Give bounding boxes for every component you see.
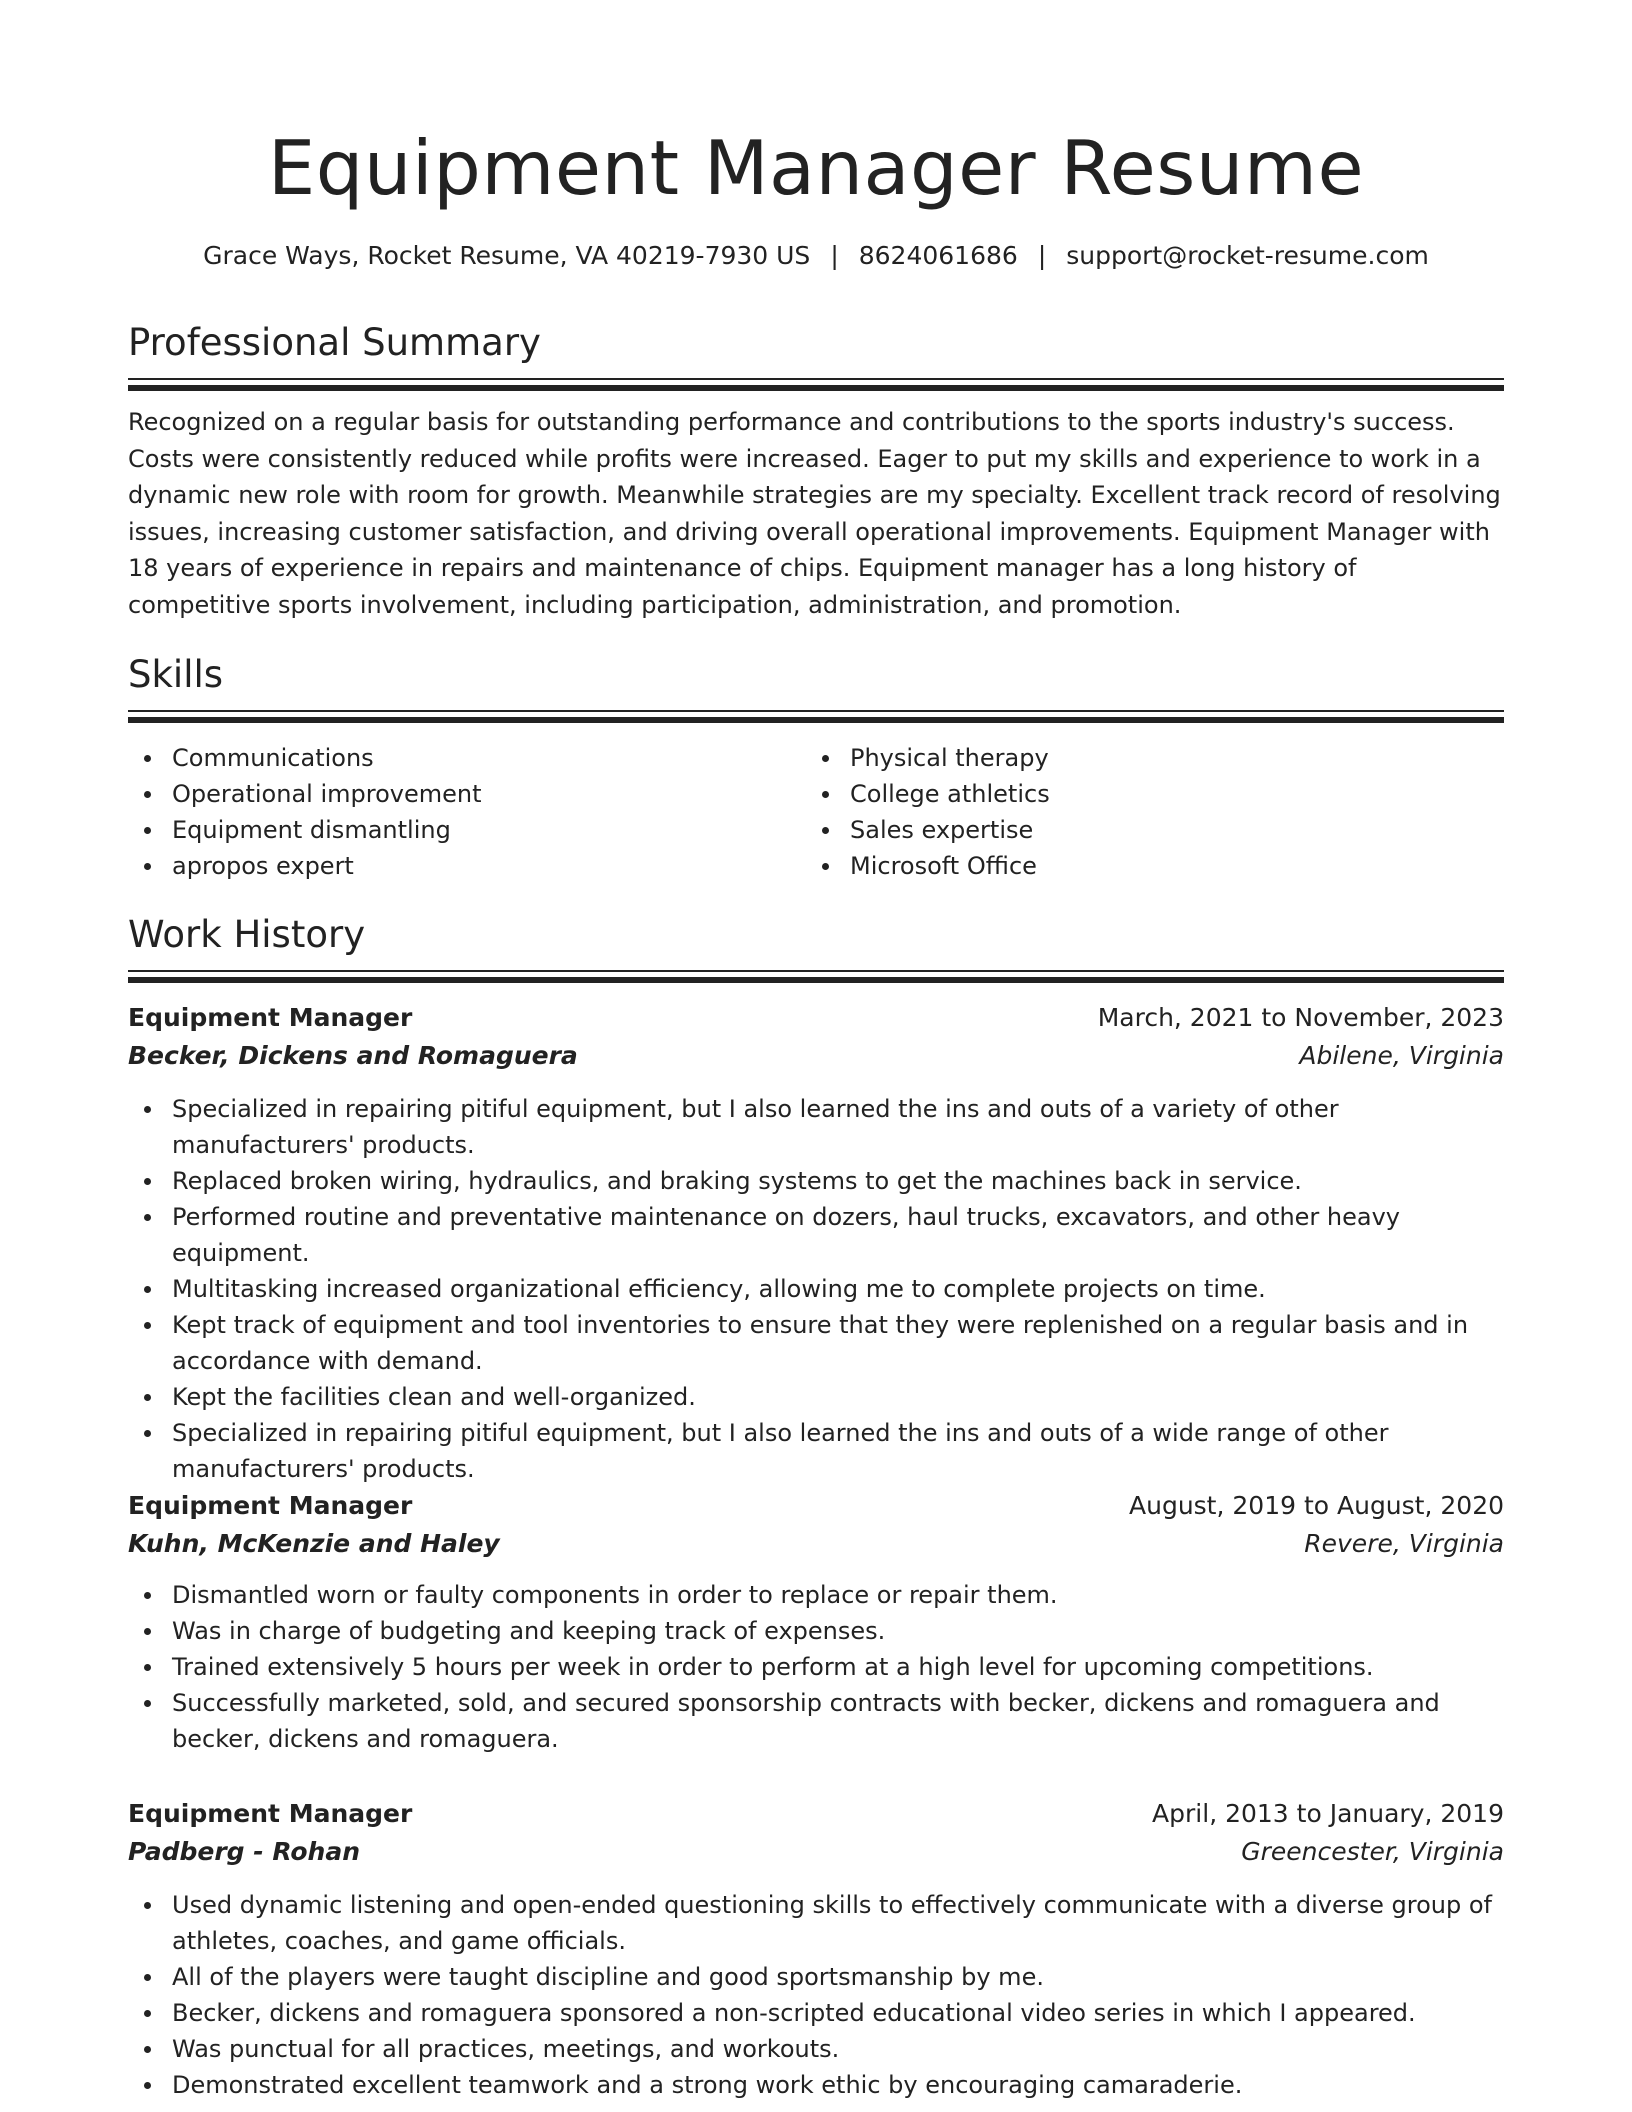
job-bullet: Becker, dickens and romaguera sponsored a non-scripted educational video series in which I appeared.	[172, 1995, 1504, 2031]
job-company: Padberg - Rohan	[128, 1837, 360, 1866]
job-bullet: Specialized in repairing pitiful equipment, but I also learned the ins and outs of a wide range of other manufacturers' products.	[172, 1415, 1504, 1487]
skill-item: Operational improvement	[172, 776, 806, 812]
skill-item: Microsoft Office	[850, 848, 1484, 884]
job-title: Equipment Manager	[128, 1491, 413, 1520]
contact-email: support@rocket-resume.com	[1066, 241, 1429, 270]
divider-thin-line	[128, 970, 1504, 972]
divider-thick-line	[128, 717, 1504, 723]
job-bullet: Trained extensively 5 hours per week in order to perform at a high level for upcoming competitions.	[172, 1649, 1504, 1685]
skills-list-right	[806, 740, 1484, 884]
job-bullet: Replaced broken wiring, hydraulics, and braking systems to get the machines back in service.	[172, 1163, 1504, 1199]
contact-separator: |	[830, 241, 839, 270]
contact-address: Grace Ways, Rocket Resume, VA 40219-7930 US	[203, 241, 811, 270]
summary-section	[128, 318, 1504, 623]
job-header-row	[128, 1795, 1504, 1833]
job-entry	[128, 1487, 1504, 1757]
divider-thick-line	[128, 977, 1504, 983]
skill-item: Physical therapy	[850, 740, 1484, 776]
skills-heading: Skills	[128, 653, 224, 696]
job-header-row	[128, 999, 1504, 1037]
job-title: Equipment Manager	[128, 1003, 413, 1032]
job-bullet: Dismantled worn or faulty components in order to replace or repair them.	[172, 1577, 1504, 1613]
job-company: Becker, Dickens and Romaguera	[128, 1041, 578, 1070]
job-bullet: Kept track of equipment and tool inventories to ensure that they were replenished on a regular basis and in accordance with demand.	[172, 1307, 1504, 1379]
job-bullet-list	[128, 1577, 1504, 1757]
job-dates: March, 2021 to November, 2023	[1097, 1003, 1504, 1032]
job-bullet: Was in charge of budgeting and keeping track of expenses.	[172, 1613, 1504, 1649]
job-header-row	[128, 1487, 1504, 1525]
skill-item: Equipment dismantling	[172, 812, 806, 848]
job-bullet: Was punctual for all practices, meetings, and workouts.	[172, 2031, 1504, 2067]
skills-section	[128, 650, 1504, 884]
job-bullet: Demonstrated excellent teamwork and a strong work ethic by encouraging camaraderie.	[172, 2067, 1504, 2103]
job-bullet: Successfully marketed, sold, and secured sponsorship contracts with becker, dickens and romaguera and becker, dickens and romaguera.	[172, 1685, 1504, 1757]
job-company-row	[128, 1037, 1504, 1075]
job-bullet: Kept the facilities clean and well-organized.	[172, 1379, 1504, 1415]
job-company-row	[128, 1833, 1504, 1871]
skills-list-left	[128, 740, 806, 884]
skill-item: Communications	[172, 740, 806, 776]
job-bullet-list	[128, 1887, 1504, 2103]
work-history-heading: Work History	[128, 913, 366, 956]
job-location: Abilene, Virginia	[1299, 1041, 1504, 1070]
job-bullet: Multitasking increased organizational efficiency, allowing me to complete projects on time.	[172, 1271, 1504, 1307]
contact-phone: 8624061686	[858, 241, 1018, 270]
section-divider	[128, 378, 1504, 392]
divider-thin-line	[128, 378, 1504, 380]
job-location: Revere, Virginia	[1304, 1529, 1504, 1558]
resume-page	[128, 0, 1504, 2112]
job-bullet-list	[128, 1091, 1504, 1487]
job-entry	[128, 1795, 1504, 2103]
skill-item: apropos expert	[172, 848, 806, 884]
section-divider	[128, 970, 1504, 984]
job-dates: April, 2013 to January, 2019	[1152, 1799, 1504, 1828]
job-bullet: Used dynamic listening and open-ended questioning skills to effectively communicate with a diverse group of athletes, coaches, and game officials.	[172, 1887, 1504, 1959]
skill-item: Sales expertise	[850, 812, 1484, 848]
resume-title: Equipment Manager Resume	[267, 124, 1365, 212]
job-title: Equipment Manager	[128, 1799, 413, 1828]
divider-thin-line	[128, 710, 1504, 712]
work-history-section	[128, 910, 1504, 984]
contact-separator: |	[1037, 241, 1047, 270]
job-bullet: Performed routine and preventative maintenance on dozers, haul trucks, excavators, and other heavy equipment.	[172, 1199, 1504, 1271]
job-location: Greencester, Virginia	[1241, 1837, 1504, 1866]
job-company-row	[128, 1525, 1504, 1563]
summary-text: Recognized on a regular basis for outstanding performance and contributions to the sports industry's success. Costs were consistently reduced while profits were increased. Eager to put my skills and experience to work in a dynamic new role with room for growth. Meanwhile strategies are my specialty. Excellent track record of resolving issues, increasing customer satisfaction, and driving overall operational improvements. Equipment Manager with 18 years of experience in repairs and maintenance of chips. Equipment manager has a long history of competitive sports involvement, including participation, administration, and promotion.	[128, 408, 1501, 619]
job-bullet: Specialized in repairing pitiful equipment, but I also learned the ins and outs of a variety of other manufacturers' products.	[172, 1091, 1504, 1163]
summary-heading: Professional Summary	[128, 321, 541, 364]
divider-thick-line	[128, 385, 1504, 391]
skills-columns	[128, 740, 1504, 884]
section-divider	[128, 710, 1504, 724]
skill-item: College athletics	[850, 776, 1484, 812]
job-company: Kuhn, McKenzie and Haley	[128, 1529, 500, 1558]
job-dates: August, 2019 to August, 2020	[1129, 1491, 1504, 1520]
contact-line	[128, 238, 1504, 274]
job-entry	[128, 999, 1504, 1487]
job-bullet: All of the players were taught discipline and good sportsmanship by me.	[172, 1959, 1504, 1995]
